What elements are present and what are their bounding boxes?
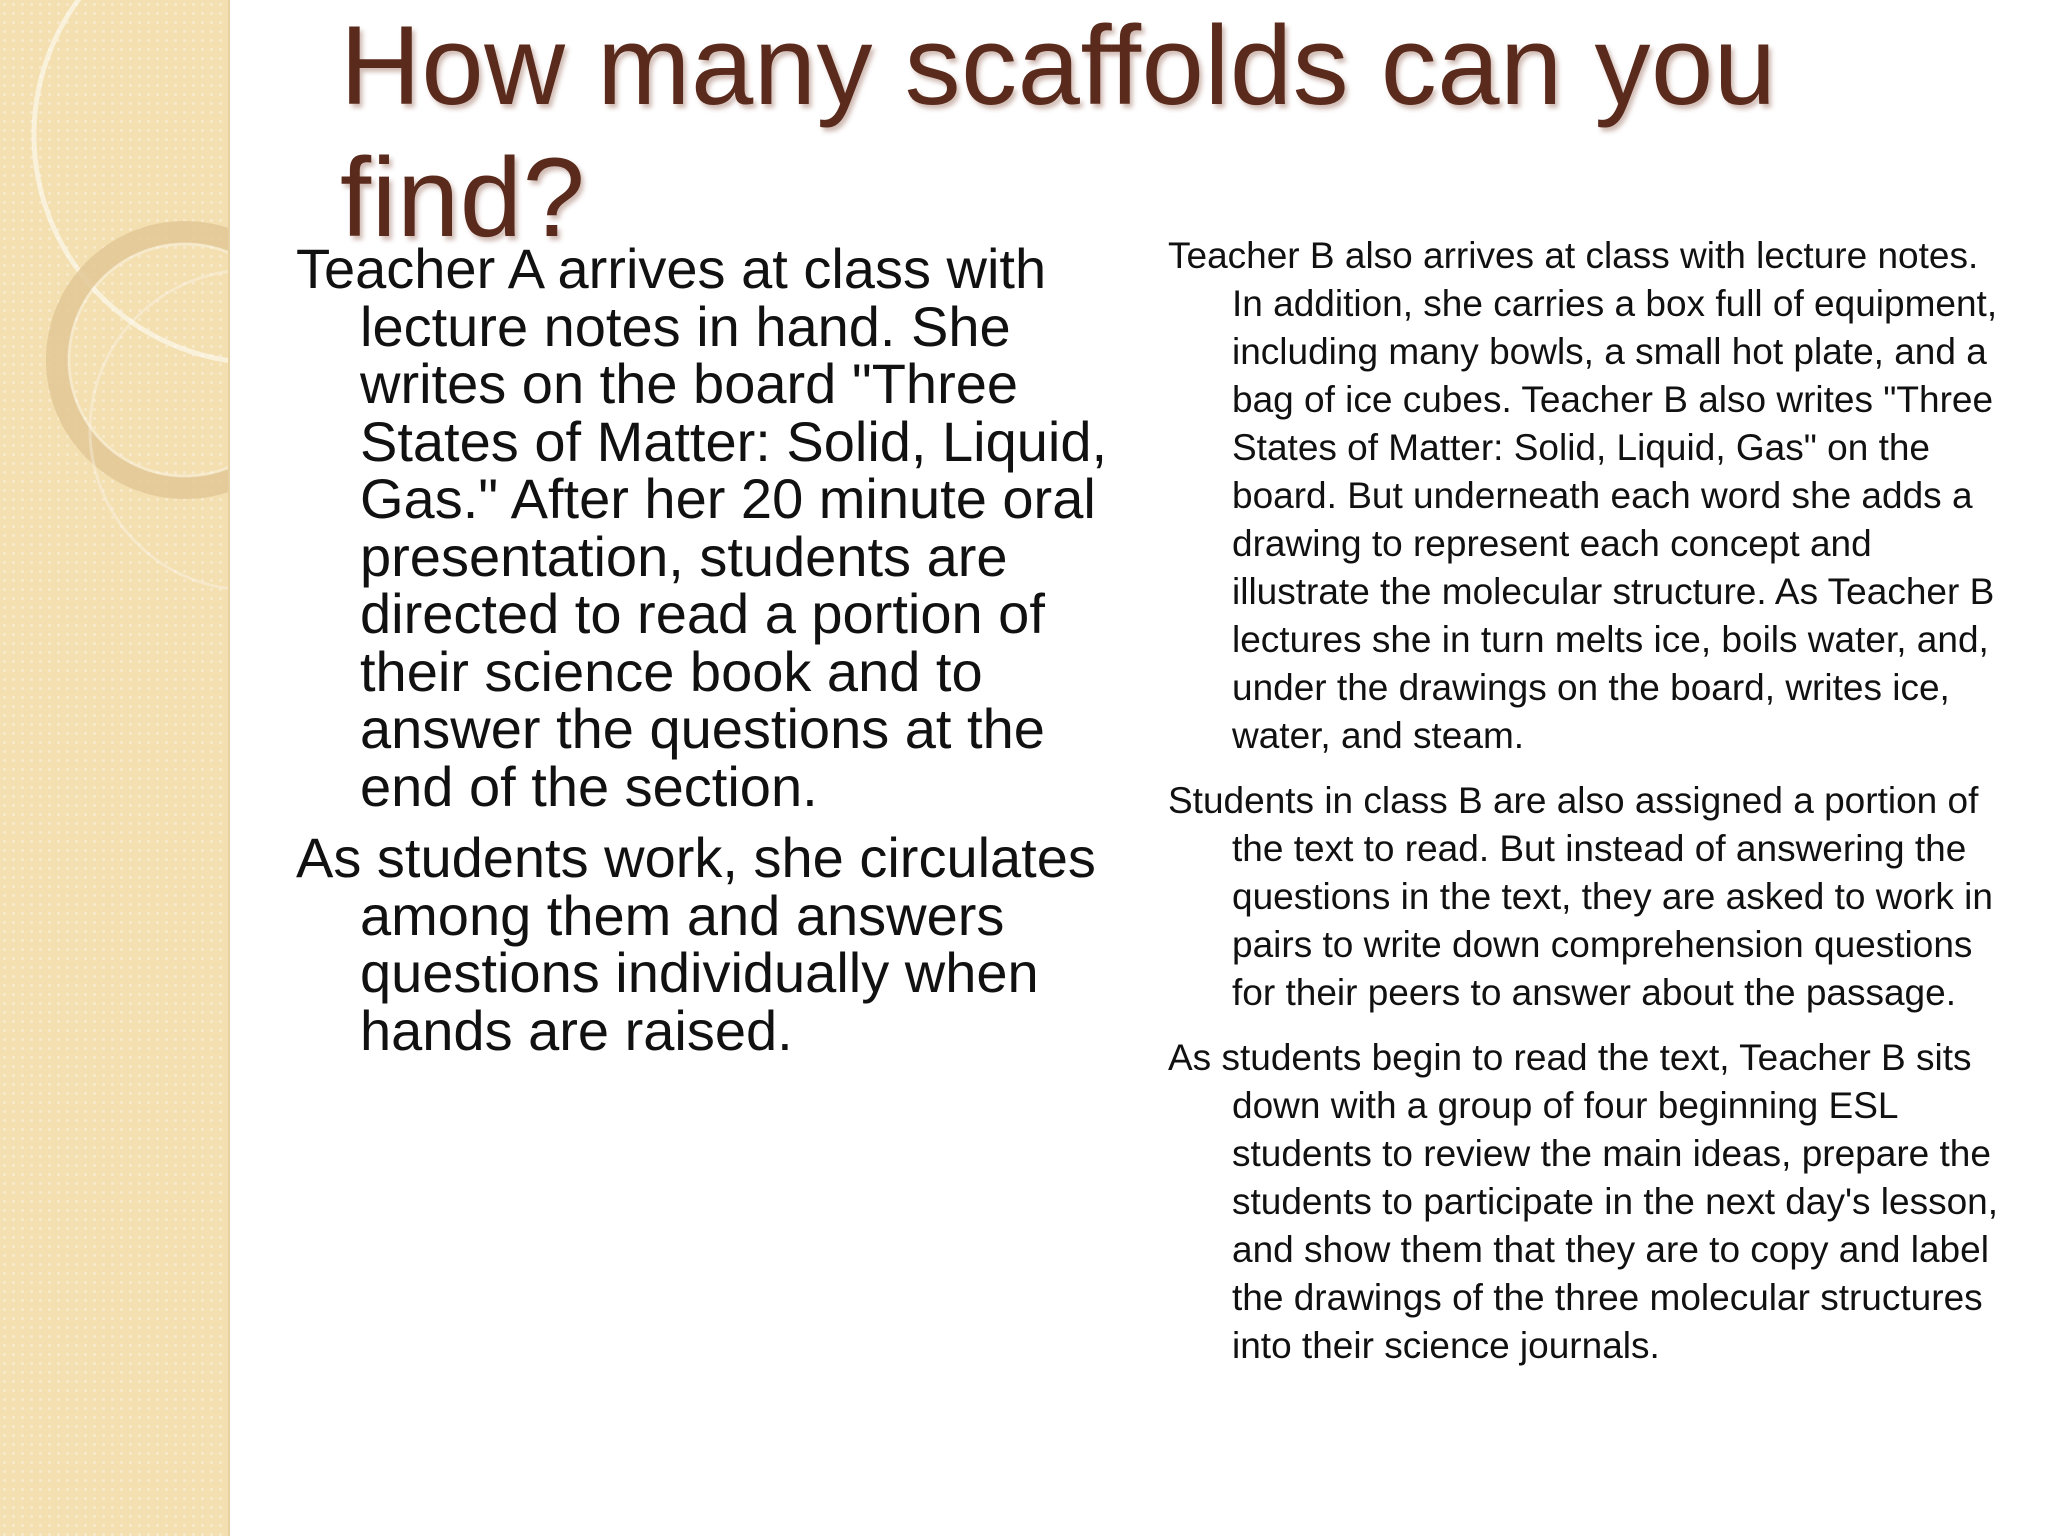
teacher-a-paragraph-1: Teacher A arrives at class with lecture notes in hand. She writes on the board "Three States of Matter: Solid, Liquid, Gas." After her 20 minute oral presentation, students are directed to read a portion of their science book and to answer the questions at the end of the section.: [296, 237, 1108, 818]
teacher-b-paragraph-1: Teacher B also arrives at class with lecture notes. In addition, she carries a box full of equipment, including many bowls, a small hot plate, and a bag of ice cubes. Teacher B also writes "Three States of Matter: Solid, Liquid, Gas" on the board. But underneath each word she adds a drawing to represent each concept and illustrate the molecular structure. As Teacher B lectures she in turn melts ice, boils water, and, under the drawings on the board, writes ice, water, and steam.: [1168, 235, 1998, 756]
slide-title: How many scaffolds can you find?: [340, 3, 1777, 260]
teacher-b-paragraph-2: Students in class B are also assigned a portion of the text to read. But instead of answering the questions in the text, they are asked to work in pairs to write down comprehension questions for their peers to answer about the passage.: [1168, 780, 1993, 1013]
teacher-b-column: [1168, 232, 2006, 1370]
teacher-a-column: [296, 237, 1142, 1062]
teacher-b-paragraph-3: As students begin to read the text, Teacher B sits down with a group of four beginning ESL students to review the main ideas, prepare the students to participate in the next day's lesson, and show them that they are to copy and label the drawings of the three molecular structures into their science journals.: [1168, 1037, 1999, 1366]
decorative-rings-icon: [0, 0, 228, 1536]
teacher-a-paragraph-2: As students work, she circulates among them and answers questions individually when hands are raised.: [296, 826, 1096, 1062]
decorative-side-band: [0, 0, 230, 1536]
